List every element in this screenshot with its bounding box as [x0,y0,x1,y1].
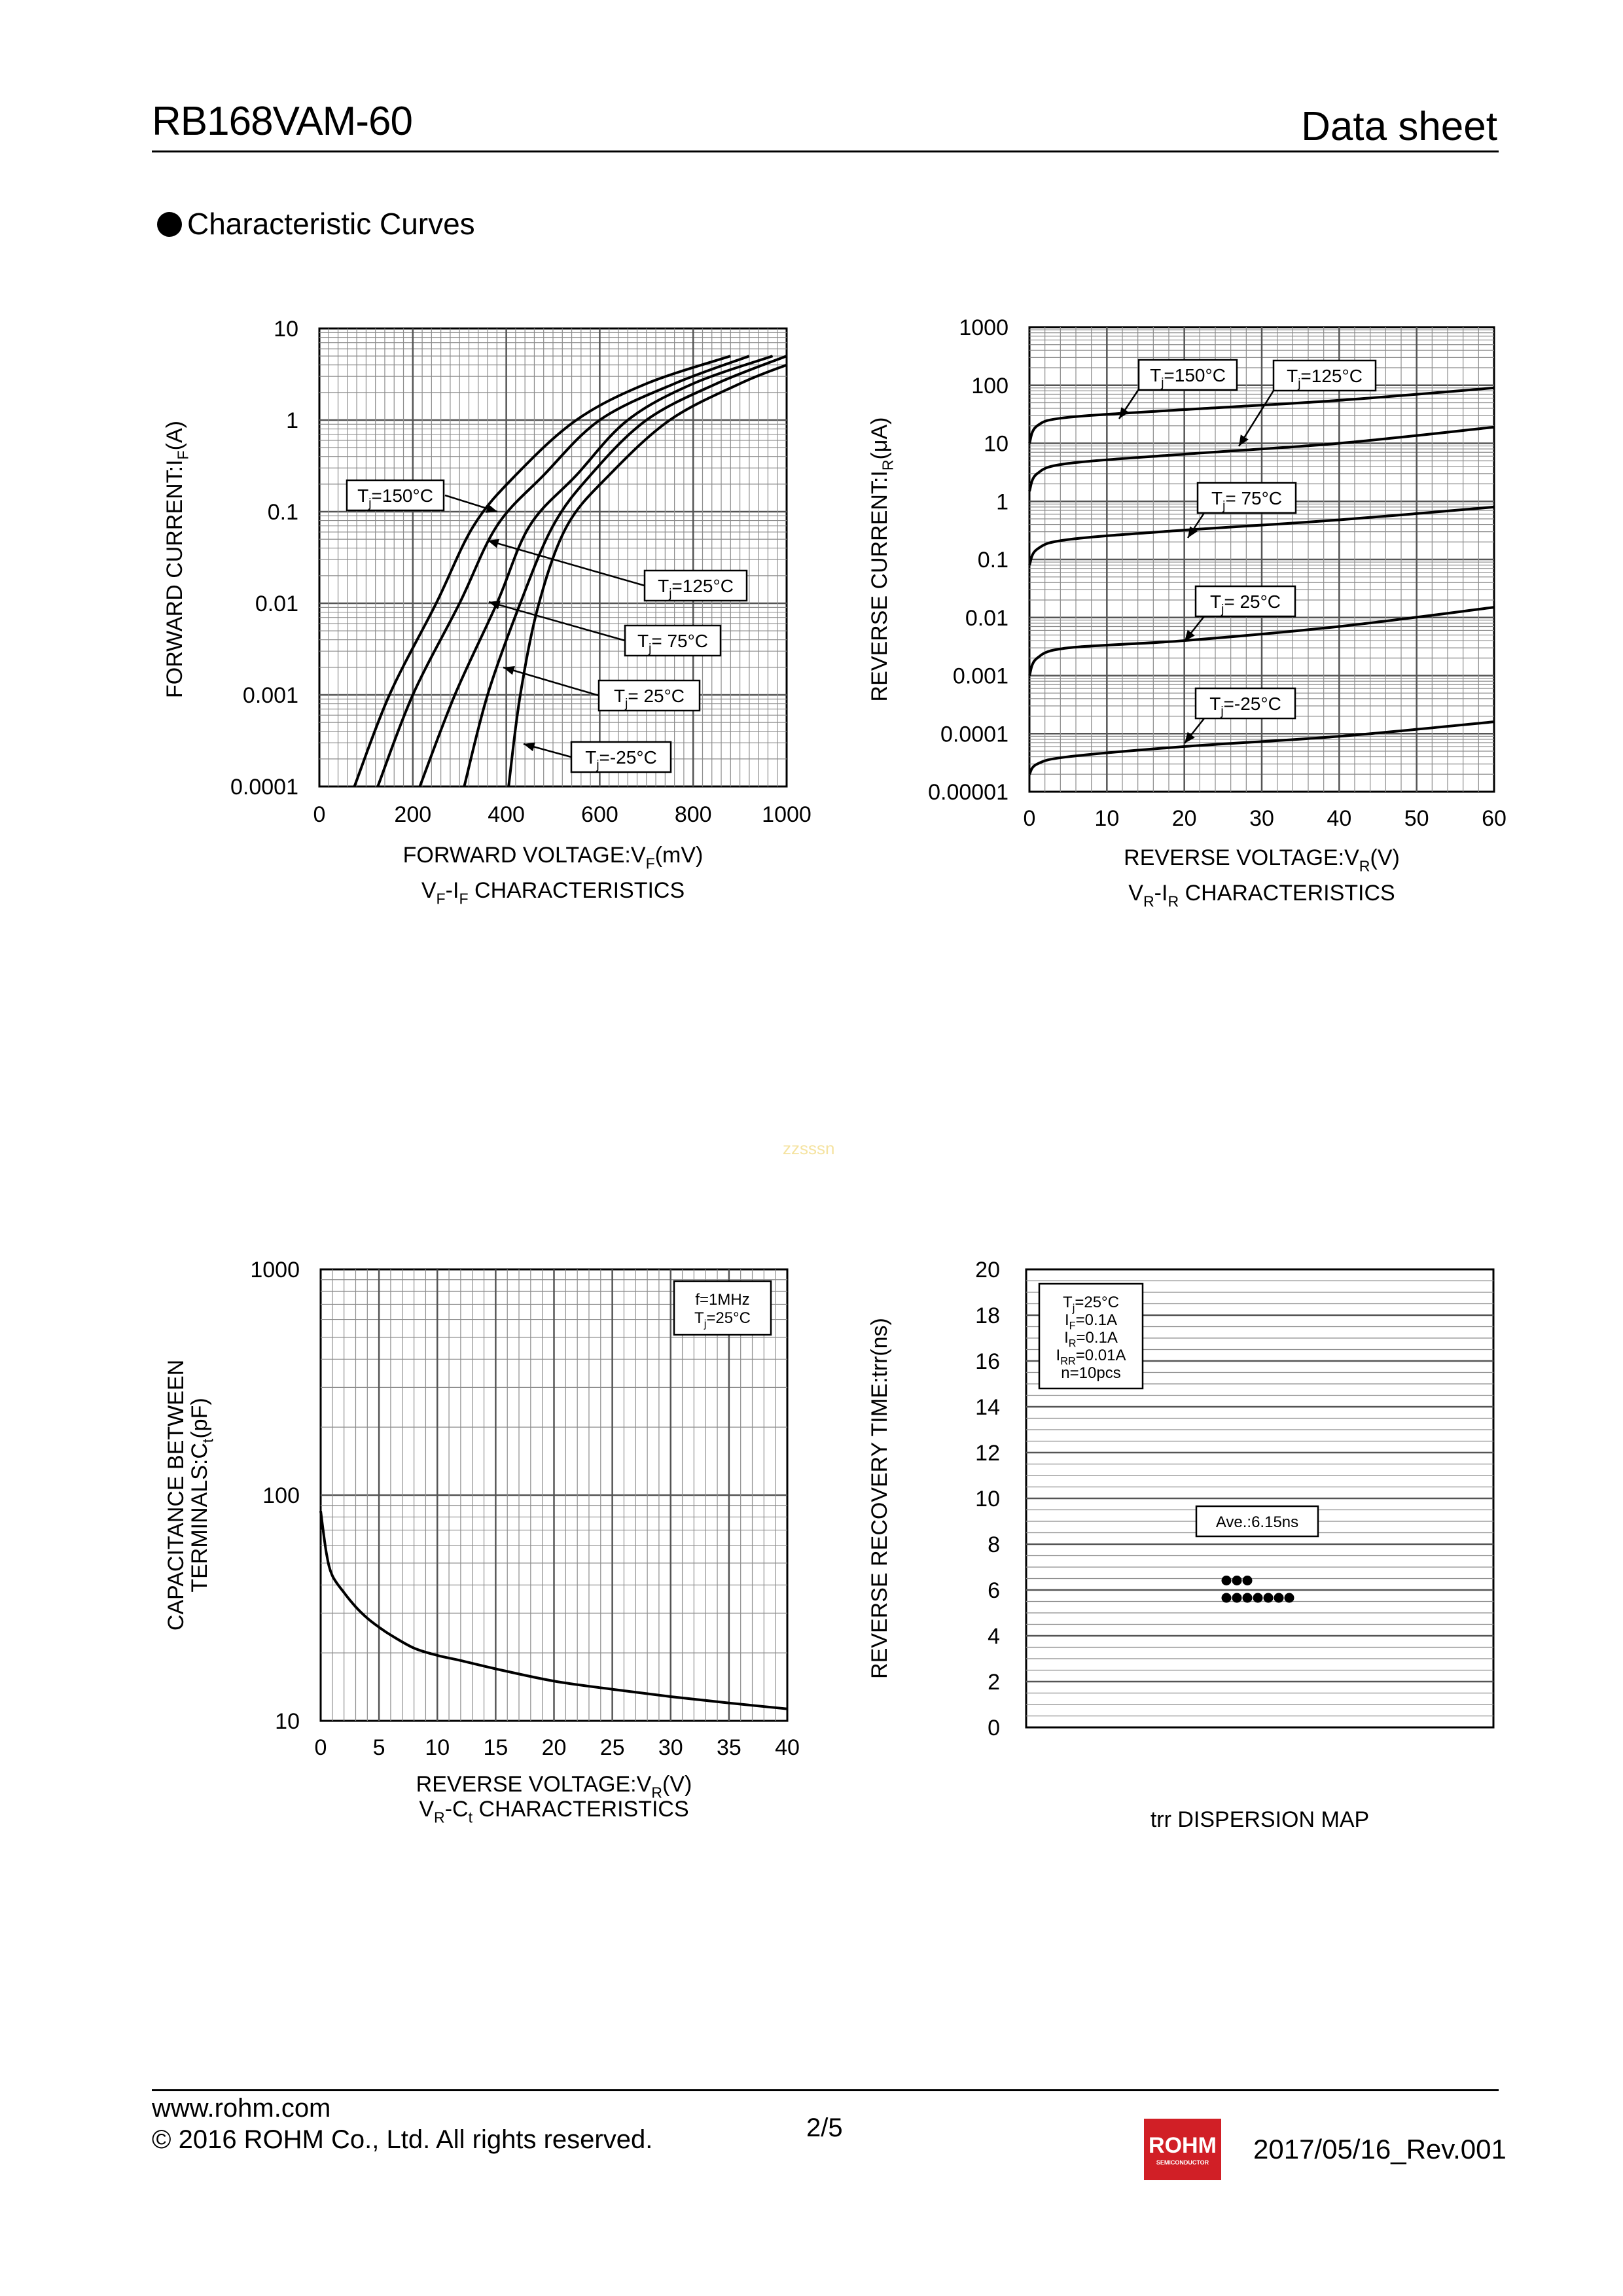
x-tick-label: 40 [775,1735,800,1760]
chart-title: trr DISPERSION MAP [1150,1807,1370,1832]
x-tick-label: 20 [1171,806,1197,831]
data-point [1285,1593,1294,1603]
rohm-logo [1144,2119,1221,2180]
series-label: $T_j=150^\circ C$ [357,486,433,510]
y-tick-label: 20 [975,1258,1000,1282]
x-tick-label: 30 [1249,806,1274,831]
series-label: $T_j=-25^\circ C$ [1209,694,1281,718]
x-axis-label: REVERSE $VOLTAGE:V_R(V)$ [416,1772,692,1801]
y-tick-label: 10 [975,1487,1000,1511]
chart-title: $V_R-C_t$ CHARACTERISTICS [419,1797,689,1826]
data-point [1222,1576,1232,1585]
series-label: $T_j= 25^\circ C$ [613,686,685,711]
arrowhead-icon [1119,407,1129,419]
x-tick-label: 5 [372,1735,385,1760]
y-tick-label: 0.001 [952,663,1008,689]
section-title-text: Characteristic Curves [187,207,475,241]
arrowhead-icon [1188,526,1198,538]
y-tick-label: 0 [988,1716,1000,1740]
y-tick-label: 14 [975,1395,1000,1420]
logo-subtext: SEMICONDUCTOR [1156,2159,1209,2166]
x-tick-label: 0 [314,1735,327,1760]
y-tick-label: 6 [988,1578,1000,1603]
chart-title: $V_R-I_R$ CHARACTERISTICS [1128,881,1395,910]
annotation-line: $I_R=0.1A$ [1064,1329,1118,1350]
series-label: $T_j= 75^\circ C$ [1211,488,1283,513]
series-label: $T_j= 75^\circ C$ [637,631,709,656]
y-tick-label: 0.01 [965,605,1008,631]
annotation-line: $T_j=25^\circ C$ [694,1309,751,1330]
label-arrow [503,667,599,696]
y-tick-label: 1 [996,489,1008,515]
x-tick-label: 40 [1327,806,1352,831]
series-label: $T_j=125^\circ C$ [1287,366,1363,391]
y-tick-label: 0.01 [255,592,298,616]
annotation-line: f=1MHz [695,1291,750,1309]
watermark: zzsssn [783,1139,835,1158]
x-tick-label: 15 [483,1735,508,1760]
series-label: $T_j=-25^\circ C$ [585,747,657,772]
y-tick-label: 0.0001 [940,722,1008,747]
x-tick-label: 0 [1023,806,1036,831]
data-point [1243,1593,1253,1603]
y-axis-label: $TERMINALS:C_t(pF)$ [187,1398,217,1593]
y-tick-label: 2 [988,1670,1000,1695]
y-axis-label: REVERSE RECOVERY TIME:trr(ns) [867,1318,892,1679]
footer-rule [152,2089,1499,2091]
y-tick-label: 12 [975,1441,1000,1466]
y-tick-label: 100 [971,373,1008,398]
y-tick-label: 0.1 [977,548,1008,573]
y-tick-label: 0.1 [267,500,298,525]
y-axis-label: FORWARD $CURRENT:I_F(A)$ [162,420,192,699]
label-arrow [488,540,645,586]
annotation-line: n=10pcs [1061,1364,1121,1382]
x-tick-label: 35 [716,1735,741,1760]
x-tick-label: 20 [541,1735,567,1760]
x-tick-label: 30 [658,1735,683,1760]
y-tick-label: 18 [975,1303,1000,1328]
y-axis-label: REVERSE $CURRENT:I_R(\mu A)$ [867,417,897,702]
x-tick-label: 0 [313,802,326,827]
y-tick-label: 0.001 [242,683,298,708]
x-tick-label: 10 [425,1735,450,1760]
y-tick-label: 0.0001 [230,775,298,800]
annotation-line: $I_F=0.1A$ [1064,1311,1118,1332]
y-tick-label: 1 [286,408,298,433]
x-tick-label: 200 [394,802,432,827]
x-axis-label: FORWARD $VOLTAGE:V_F(mV)$ [402,843,704,872]
arrowhead-icon [488,539,499,548]
chart-title: $V_F-I_F$ CHARACTERISTICS [421,878,685,908]
x-tick-label: 10 [1094,806,1120,831]
y-tick-label: 4 [988,1624,1000,1649]
data-point [1253,1593,1263,1603]
data-point [1222,1593,1232,1603]
data-point [1232,1576,1242,1585]
y-tick-label: 16 [975,1349,1000,1374]
footer-url[interactable]: www.rohm.com [152,2094,331,2123]
arrowhead-icon [503,666,515,675]
x-axis-label: REVERSE $VOLTAGE:V_R(V)$ [1124,845,1400,875]
y-tick-label: 10 [984,431,1008,457]
data-point [1243,1576,1253,1585]
y-tick-label: 10 [274,317,298,342]
y-tick-label: 1000 [250,1258,300,1282]
x-tick-label: 600 [581,802,618,827]
y-tick-label: 1000 [959,315,1008,340]
logo-text: ROHM [1149,2133,1217,2158]
part-number: RB168VAM-60 [152,99,412,144]
annotation-line: $T_j=25^\circ C$ [1063,1294,1119,1315]
x-tick-label: 400 [488,802,525,827]
y-tick-label: 100 [262,1483,300,1508]
x-tick-label: 25 [599,1735,625,1760]
y-tick-label: 0.00001 [928,780,1008,805]
x-tick-label: 50 [1404,806,1429,831]
x-tick-label: 800 [674,802,712,827]
page-number: 2/5 [806,2113,843,2142]
average-label: Ave.:6.15ns [1215,1513,1299,1531]
series-label: $T_j=150^\circ C$ [1150,365,1226,390]
x-tick-label: 60 [1482,806,1507,831]
x-tick-label: 1000 [762,802,812,827]
y-tick-label: 8 [988,1532,1000,1557]
revision-date: 2017/05/16_Rev.001 [1253,2134,1507,2164]
doc-type-title: Data sheet [1301,104,1497,149]
data-point [1232,1593,1242,1603]
annotation-line: $I_{RR}=0.01A$ [1056,1347,1126,1368]
arrowhead-icon [1239,434,1249,446]
data-point [1274,1593,1284,1603]
y-axis-label: CAPACITANCE BETWEEN [164,1359,188,1631]
series-label: $T_j=125^\circ C$ [658,576,734,601]
series-label: $T_j= 25^\circ C$ [1209,592,1281,616]
footer-copyright: © 2016 ROHM Co., Ltd. All rights reserved. [152,2125,653,2154]
data-point [1264,1593,1274,1603]
y-tick-label: 10 [275,1709,300,1734]
